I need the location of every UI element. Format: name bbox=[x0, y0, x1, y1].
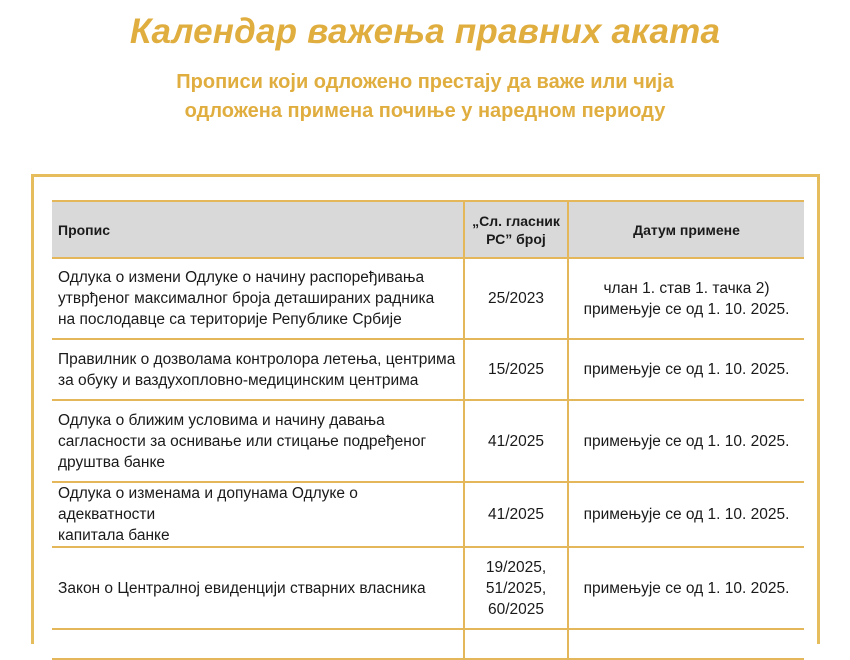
cell-line: Правилник о дозволама контролора летења, центрима bbox=[58, 350, 456, 368]
regulation-cell bbox=[52, 482, 464, 547]
cell-line: капитала банке bbox=[58, 527, 170, 544]
cell-line: 60/2025 bbox=[487, 600, 545, 618]
table-row bbox=[52, 400, 804, 482]
date-cell bbox=[568, 629, 804, 659]
cell-line: утврђеног максималног броја деташираних радника bbox=[58, 290, 435, 307]
regulations-table bbox=[52, 200, 804, 660]
gazette-cell bbox=[464, 400, 568, 482]
cell-line: 19/2025, bbox=[485, 558, 547, 576]
gazette-cell bbox=[464, 339, 568, 400]
cell-line: 41/2025 bbox=[487, 506, 545, 523]
column-header-date: Датум примене bbox=[568, 201, 804, 258]
cell-line: примењује се од 1. 10. 2025. bbox=[583, 506, 790, 523]
header-line: „Сл. гласник bbox=[472, 212, 560, 229]
table-row bbox=[52, 482, 804, 547]
date-cell bbox=[568, 258, 804, 339]
column-header-gazette bbox=[464, 201, 568, 258]
regulation-cell bbox=[52, 547, 464, 629]
gazette-cell bbox=[464, 482, 568, 547]
cell-line: примењује се од 1. 10. 2025. bbox=[583, 300, 790, 318]
gazette-cell bbox=[464, 258, 568, 339]
gazette-cell bbox=[464, 629, 568, 659]
cell-line: Одлука о измени Одлуке о начину распоређивања bbox=[58, 269, 425, 286]
cell-line: 41/2025 bbox=[487, 432, 545, 450]
cell-line: члан 1. став 1. тачка 2) bbox=[603, 279, 770, 297]
regulation-cell bbox=[52, 400, 464, 482]
cell-line: Одлука о ближим условима и начину давања bbox=[58, 411, 385, 429]
regulation-cell bbox=[52, 258, 464, 339]
regulation-cell bbox=[52, 629, 464, 659]
date-cell bbox=[568, 339, 804, 400]
cell-line: примењује се од 1. 10. 2025. bbox=[583, 361, 790, 378]
cell-line: Закон о Централној евиденцији стварних власника bbox=[58, 579, 426, 597]
date-cell bbox=[568, 547, 804, 629]
date-cell bbox=[568, 400, 804, 482]
table-row bbox=[52, 547, 804, 629]
subtitle-line: одложена примена почиње у наредном периоду bbox=[184, 100, 666, 122]
cell-line: на послодавце са територије Републике Србије bbox=[58, 311, 402, 328]
table-row bbox=[52, 629, 804, 659]
regulation-cell bbox=[52, 339, 464, 400]
date-cell bbox=[568, 482, 804, 547]
table-header-row bbox=[52, 201, 804, 258]
cell-line: за обуку и ваздухопловно-медицинским центрима bbox=[58, 371, 419, 389]
page-subtitle bbox=[0, 68, 850, 126]
cell-line: сагласности за оснивање или стицање подређеног bbox=[58, 432, 427, 450]
cell-line: 15/2025 bbox=[487, 361, 545, 378]
gazette-cell bbox=[464, 547, 568, 629]
cell-line: примењује се од 1. 10. 2025. bbox=[583, 579, 790, 597]
cell-line: примењује се од 1. 10. 2025. bbox=[583, 432, 790, 450]
column-header-regulation: Пропис bbox=[52, 201, 464, 258]
subtitle-line: Прописи који одложено престају да важе или чија bbox=[176, 71, 674, 93]
header-line: РС” број bbox=[486, 230, 546, 247]
table-row bbox=[52, 339, 804, 400]
cell-line: Одлука о изменама и допунама Одлуке о адекватности bbox=[58, 485, 358, 523]
table-row bbox=[52, 258, 804, 339]
cell-line: друштва банке bbox=[58, 453, 166, 471]
cell-line: 51/2025, bbox=[485, 579, 547, 597]
cell-line: 25/2023 bbox=[487, 290, 545, 307]
page-title: Календар важења правних аката bbox=[129, 12, 721, 51]
